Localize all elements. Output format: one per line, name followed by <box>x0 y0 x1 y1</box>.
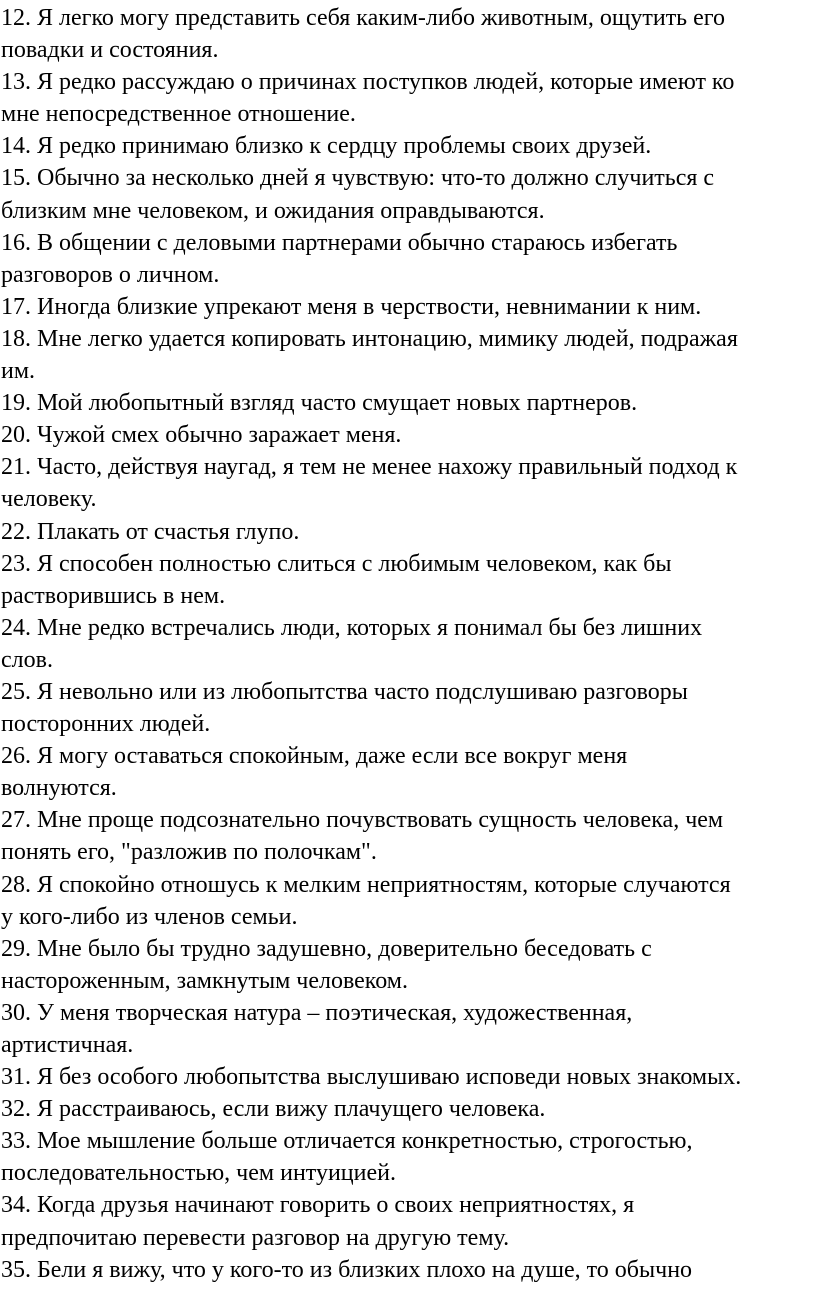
text-line: посторонних людей. <box>1 711 211 738</box>
text-line: 13. Я редко рассуждаю о причинах поступков людей, которые имеют ко <box>1 69 735 96</box>
text-line: 31. Я без особого любопытства выслушиваю исповеди новых знакомых. <box>1 1064 742 1091</box>
text-line: 23. Я способен полностью слиться с любимым человеком, как бы <box>1 550 672 577</box>
text-line: последовательностью, чем интуицией. <box>1 1160 396 1187</box>
text-line: 32. Я расстраиваюсь, если вижу плачущего человека. <box>1 1096 546 1123</box>
text-line: растворившись в нем. <box>1 582 226 609</box>
text-line: 17. Иногда близкие упрекают меня в черствости, невнимании к ним. <box>1 293 702 320</box>
text-line: 26. Я могу оставаться спокойным, даже если все вокруг меня <box>1 743 628 770</box>
text-line: 33. Мое мышление больше отличается конкретностью, строгостью, <box>1 1128 693 1155</box>
text-line: 27. Мне проще подсознательно почувствовать сущность человека, чем <box>1 807 724 834</box>
text-line: 34. Когда друзья начинают говорить о своих неприятностях, я <box>1 1192 635 1219</box>
text-line: слов. <box>1 646 53 673</box>
text-line: 30. У меня творческая натура – поэтическая, художественная, <box>1 999 633 1026</box>
text-line: разговоров о личном. <box>1 261 220 288</box>
text-line: у кого-либо из членов семьи. <box>1 903 298 930</box>
text-line: 21. Часто, действуя наугад, я тем не менее нахожу правильный подход к <box>1 454 738 481</box>
text-line: артистичная. <box>1 1032 134 1058</box>
text-line: им. <box>1 358 36 385</box>
text-line: 14. Я редко принимаю близко к сердцу проблемы своих друзей. <box>1 133 652 160</box>
text-line: понять его, "разложив по полочкам". <box>1 839 377 866</box>
text-line: 12. Я легко могу представить себя каким-либо животным, ощутить его <box>1 5 726 31</box>
text-line: 16. В общении с деловыми партнерами обычно стараюсь избегать <box>1 229 678 256</box>
text-line: мне непосредственное отношение. <box>1 101 356 128</box>
text-line: 25. Я невольно или из любопытства часто подслушиваю разговоры <box>1 678 688 705</box>
text-line: человеку. <box>1 486 97 513</box>
text-line: настороженным, замкнутым человеком. <box>1 967 408 994</box>
text-line: 19. Мой любопытный взгляд часто смущает новых партнеров. <box>1 390 638 417</box>
questionnaire-text <box>1 2 813 1286</box>
text-line: предпочитаю перевести разговор на другую тему. <box>1 1224 510 1251</box>
text-line: 22. Плакать от счастья глупо. <box>1 518 300 545</box>
text-line: 15. Обычно за несколько дней я чувствую: что-то должно случиться с <box>1 165 715 192</box>
text-line: 28. Я спокойно отношусь к мелким неприятностям, которые случаются <box>1 871 731 898</box>
text-line: повадки и состояния. <box>1 37 219 64</box>
text-line: 29. Мне было бы трудно задушевно, доверительно беседовать с <box>1 935 652 962</box>
text-line: 18. Мне легко удается копировать интонацию, мимику людей, подражая <box>1 325 738 352</box>
text-line: близким мне человеком, и ожидания оправдываются. <box>1 197 545 224</box>
text-line: 20. Чужой смех обычно заражает меня. <box>1 422 402 449</box>
text-line: 35. Бели я вижу, что у кого-то из близких плохо на душе, то обычно <box>1 1256 693 1283</box>
text-line: 24. Мне редко встречались люди, которых я понимал бы без лишних <box>1 614 703 641</box>
text-line: волнуются. <box>1 775 117 802</box>
